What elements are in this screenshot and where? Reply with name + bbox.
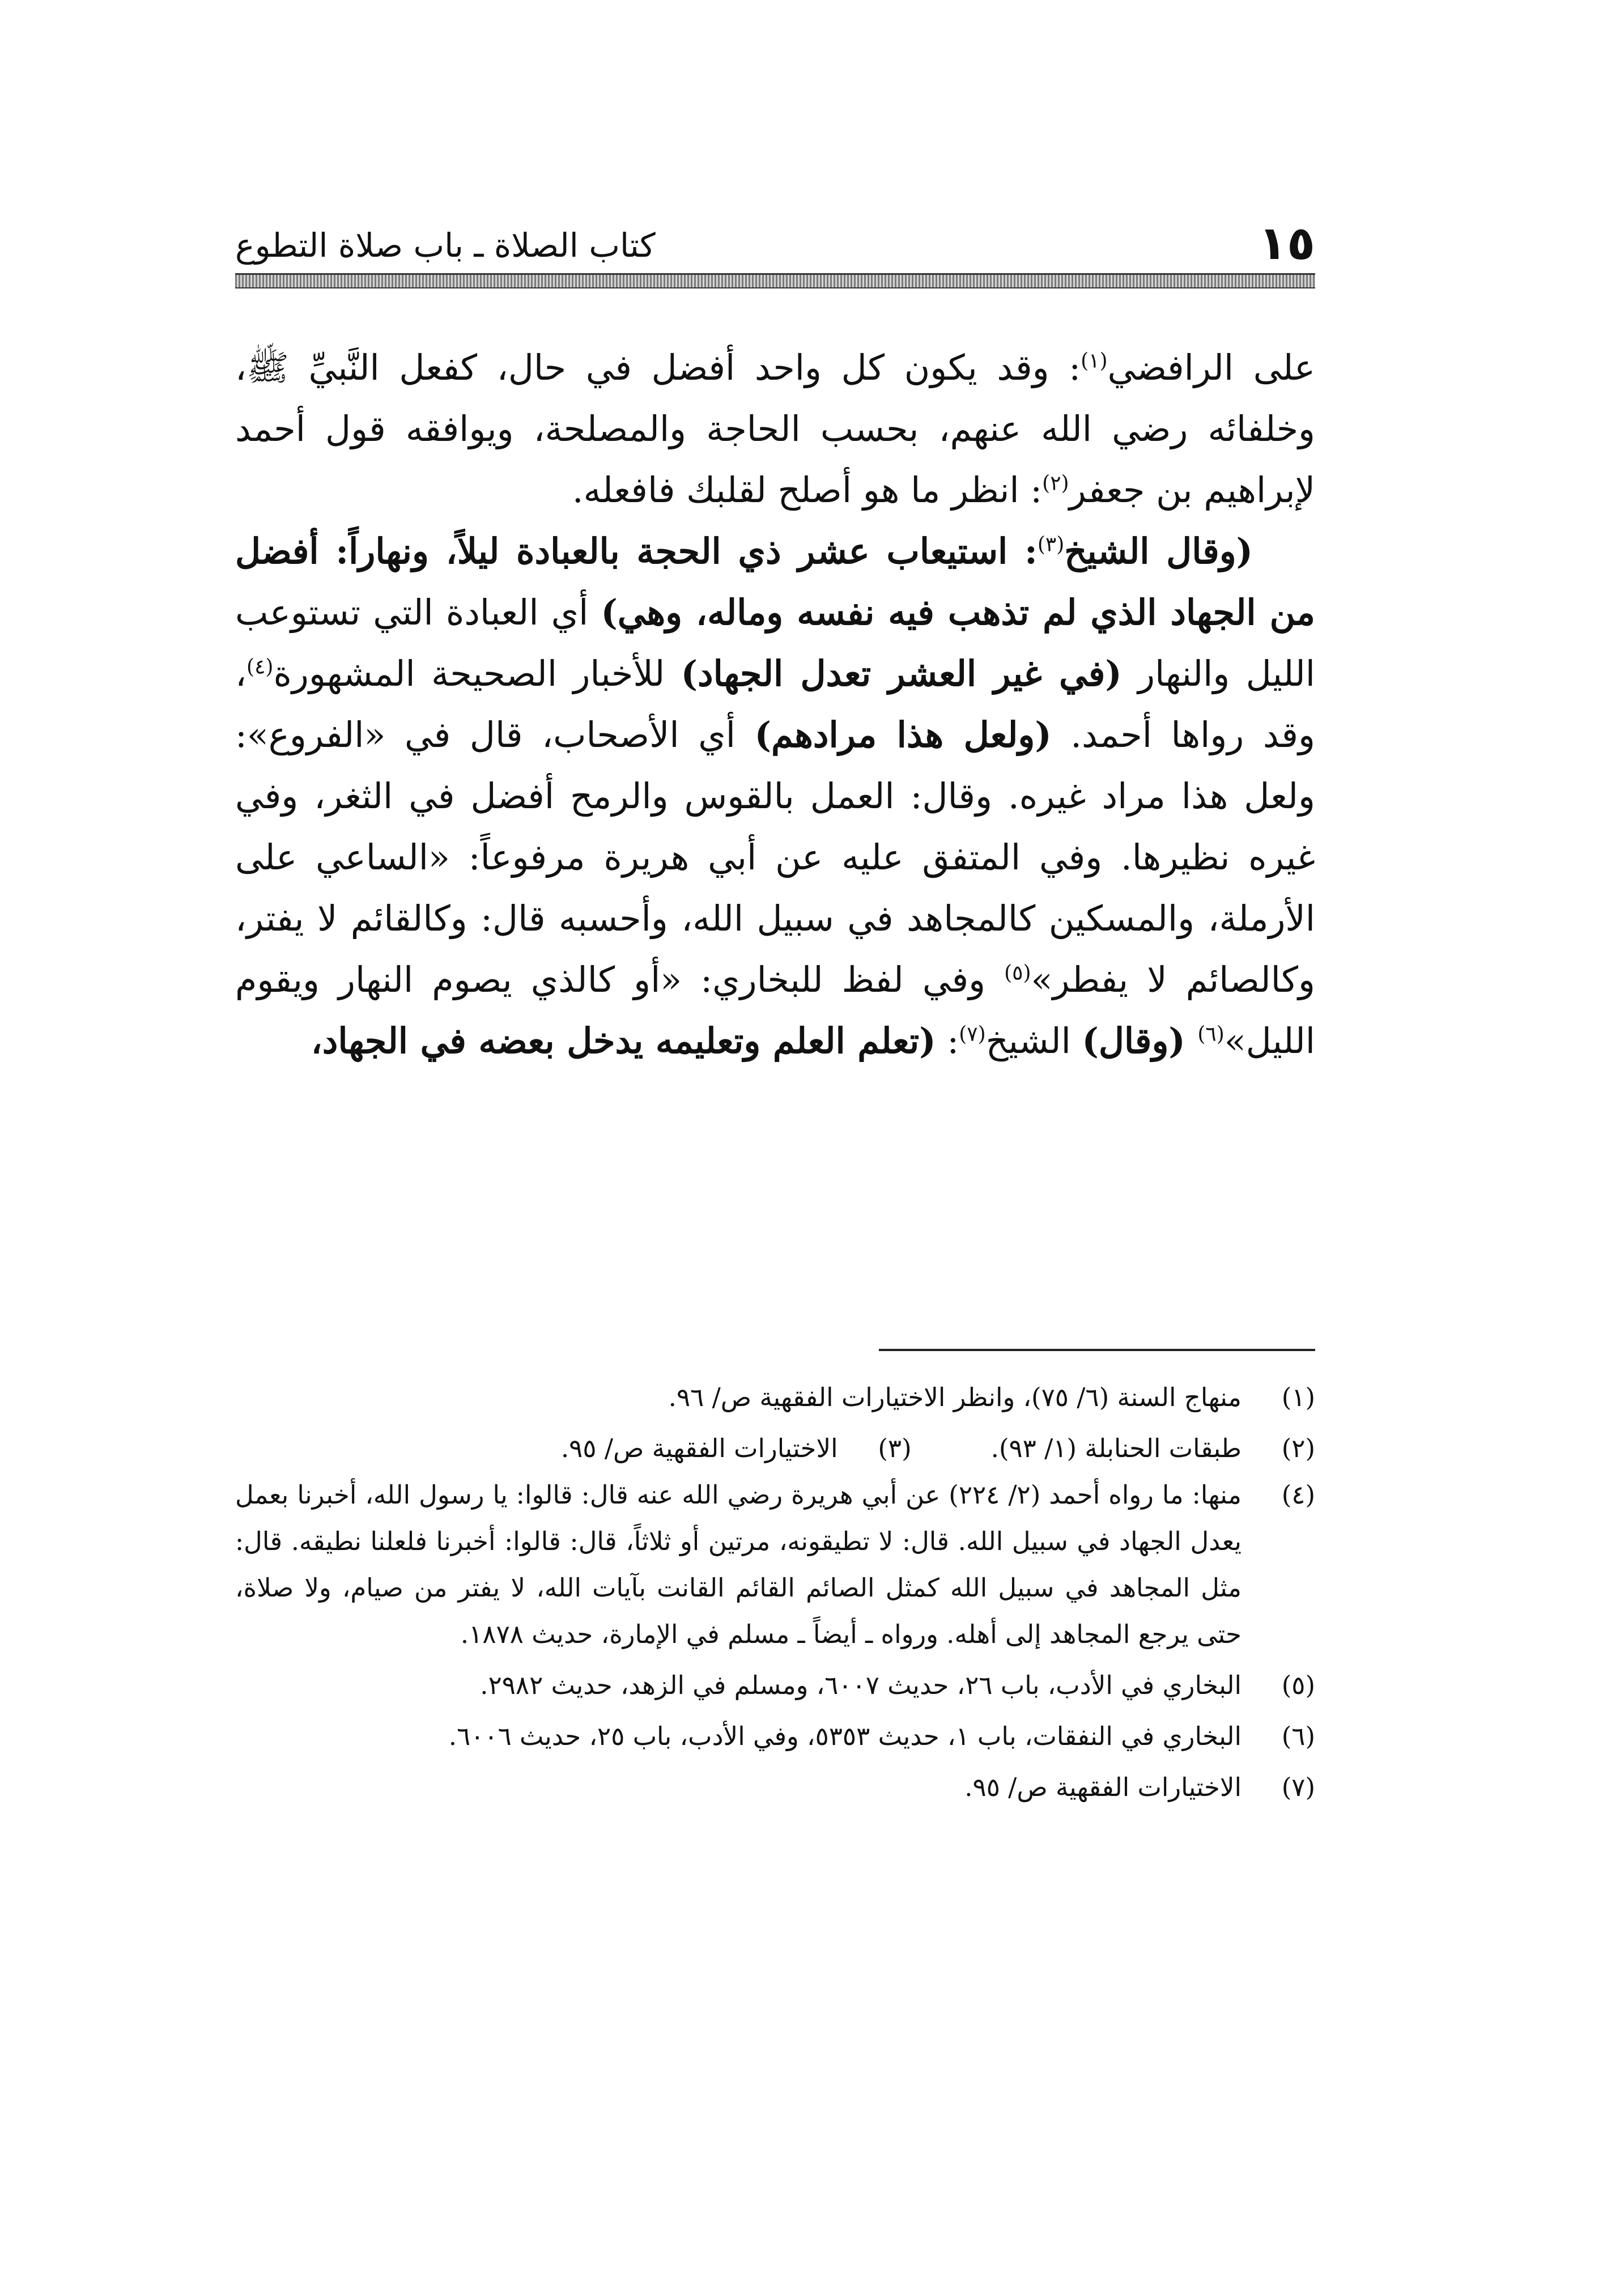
page-header — [235, 218, 1315, 269]
footnote-number: (٦) — [1281, 1721, 1315, 1751]
matn-text: (وقال) — [1082, 1020, 1198, 1061]
footnote-ref-6[interactable]: (٦) — [1197, 1022, 1225, 1046]
footnote-number: (٣) — [878, 1433, 912, 1463]
text-run: : — [936, 1020, 959, 1061]
footnote-ref-5[interactable]: (٥) — [1004, 961, 1031, 985]
text-run: وفي لفظ للبخاري: «أو كالذي يصوم النهار ويقوم الليل» — [235, 959, 1315, 1061]
footnote-number: (٢) — [1281, 1433, 1315, 1463]
paragraph-1 — [235, 337, 1315, 521]
text-run: : انظر ما هو أصلح لقلبك فافعله. — [572, 469, 1043, 511]
footnote-ref-3[interactable]: (٣) — [1037, 533, 1065, 557]
text-run: ، وقد رواها أحمد. — [235, 653, 1315, 755]
matn-text: (وقال الشيخ — [1064, 530, 1253, 572]
footnote-7 — [235, 1764, 1315, 1811]
running-title: كتاب الصلاة ـ باب صلاة التطوع — [235, 226, 656, 265]
footnote-text: الاختيارات الفقهية ص/ ٩٥. — [560, 1433, 838, 1463]
footnotes — [235, 1374, 1315, 1815]
footnote-text: طبقات الحنابلة (١/ ٩٣). — [990, 1433, 1242, 1463]
text-run: على الرافضي — [1107, 347, 1315, 388]
main-text — [235, 337, 1315, 1072]
matn-text: (في غير العشر تعدل الجهاد) — [681, 653, 1122, 694]
footnote-number: (١) — [1281, 1382, 1315, 1412]
footnote-5 — [235, 1662, 1315, 1709]
footnote-ref-1[interactable]: (١) — [1081, 349, 1108, 373]
footnote-ref-7[interactable]: (٧) — [959, 1022, 986, 1046]
footnote-text: البخاري في النفقات، باب ١، حديث ٥٣٥٣، وفي الأدب، باب ٢٥، حديث ٦٠٠٦. — [448, 1721, 1242, 1751]
header-divider — [235, 273, 1315, 288]
footnote-2 — [991, 1425, 1315, 1472]
text-run: الشيخ — [985, 1020, 1082, 1061]
footnote-separator — [879, 1349, 1315, 1351]
footnote-text: الاختيارات الفقهية ص/ ٩٥. — [964, 1772, 1242, 1802]
footnote-row — [235, 1425, 1315, 1472]
footnote-number: (٥) — [1281, 1670, 1315, 1700]
footnote-text: منها: ما رواه أحمد (٢/ ٢٢٤) عن أبي هريرة رضي الله عنه قال: قالوا: يا رسول الله، أخبرنا بعمل يعدل الجهاد في سبيل الله. قال: لا تطيقونه، مرتين أو ثلاثاً، قال: قالوا: أخبرنا فلعلنا نطيقه. قال: مثل المجاهد في سبيل الله كمثل الصائم القائم القانت بآيات الله، لا يفتر من صيام، ولا صلاة، حتى يرجع المجاهد إلى أهله. ورواه ـ أيضاً ـ مسلم في الإمارة، حديث ١٨٧٨. — [235, 1480, 1242, 1649]
text-run: أي الأصحاب، قال في «الفروع»: ولعل هذا مراد غيره. وقال: العمل بالقوس والرمح أفضل في الثغر، وفي غيره نظيرها. وفي المتفق عليه عن أبي هريرة مرفوعاً: «الساعي على الأرملة، والمسكين كالمجاهد في سبيل الله، وأحسبه قال: وكالقائم لا يفتر، وكالصائم لا يفطر» — [235, 714, 1315, 1000]
footnote-3 — [561, 1425, 912, 1472]
matn-text: (تعلم العلم وتعليمه يدخل بعضه في الجهاد، — [311, 1020, 936, 1061]
matn-text: : استيعاب عشر ذي الحجة بالعبادة ليلاً، ونهاراً: أفضل من الجهاد الذي لم تذهب فيه نفسه وماله، وهي) — [235, 530, 1315, 633]
footnote-text: منهاج السنة (٦/ ٧٥)، وانظر الاختيارات الفقهية ص/ ٩٦. — [668, 1382, 1242, 1412]
footnote-4 — [235, 1472, 1315, 1658]
text-run: للأخبار الصحيحة المشهورة — [273, 653, 681, 694]
page-number: ١٥ — [1258, 216, 1315, 270]
matn-text: (ولعل هذا مرادهم) — [754, 714, 1052, 755]
paragraph-2 — [235, 521, 1315, 1072]
footnote-6 — [235, 1713, 1315, 1760]
text-run: : وقد يكون كل واحد أفضل في حال، كفعل النَّبيِّ ﷺ، وخلفائه رضي الله عنهم، بحسب الحاجة والمصلحة، ويوافقه قول أحمد لإبراهيم بن جعفر — [235, 347, 1315, 511]
footnote-ref-4[interactable]: (٤) — [246, 655, 274, 679]
footnote-text: البخاري في الأدب، باب ٢٦، حديث ٦٠٠٧، ومسلم في الزهد، حديث ٢٩٨٢. — [480, 1670, 1242, 1700]
text-run: أي العبادة التي تستوعب الليل والنهار — [235, 592, 1315, 694]
footnote-ref-2[interactable]: (٢) — [1042, 472, 1069, 495]
footnote-number: (٤) — [1281, 1480, 1315, 1510]
footnote-1 — [235, 1374, 1315, 1421]
footnote-number: (٧) — [1281, 1772, 1315, 1802]
